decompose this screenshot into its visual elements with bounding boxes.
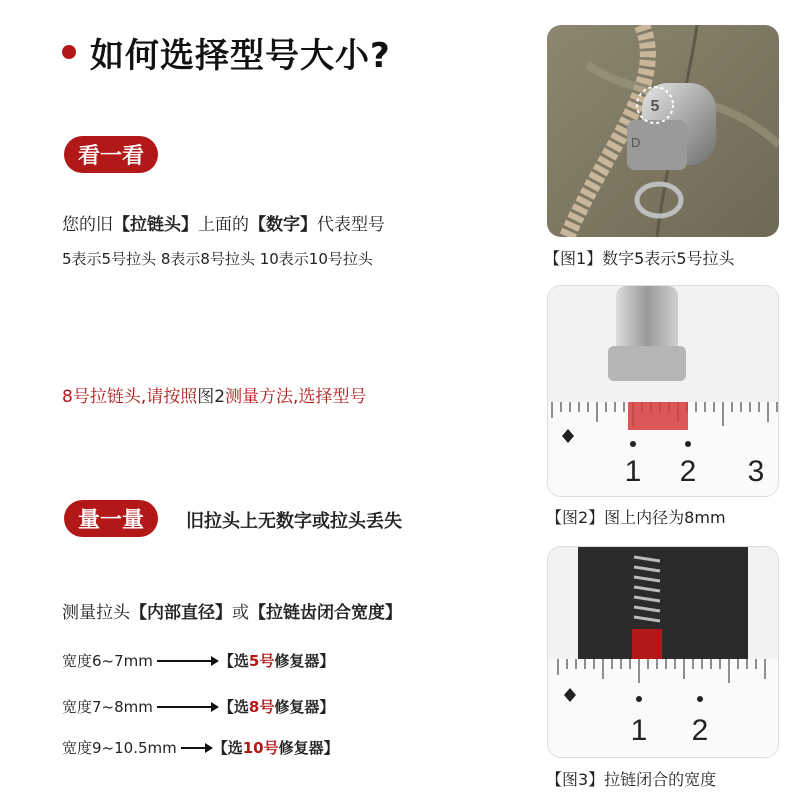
measure-badge: 量一量 [64, 500, 158, 537]
look-line-2: 5表示5号拉头 8表示8号拉头 10表示10号拉头 [62, 250, 373, 268]
look-line-1-mid: 上面的 [198, 215, 249, 235]
look-note-figref: 图2 [197, 387, 226, 407]
ruler-number: 1 [630, 714, 648, 747]
size-row [62, 737, 339, 758]
size-row-width: 宽度6~7mm [62, 652, 153, 670]
keyword-slider: 【拉链头】 [113, 215, 198, 235]
look-line-1-pre: 您的旧 [62, 215, 113, 235]
size-row-pre: 【选 [218, 698, 249, 716]
size-row-number: 5号 [248, 652, 275, 670]
look-note-red: 8号拉链头,请按照 [62, 387, 198, 407]
size-row-post: 修复器】 [274, 652, 335, 670]
ruler-number: 2 [691, 714, 709, 747]
ruler-number: 2 [679, 455, 697, 488]
right-arrow-icon [157, 660, 217, 662]
figure-2-ruler-photo [547, 285, 779, 497]
figure-1-caption: 【图1】数字5表示5号拉头 [544, 249, 735, 268]
size-row [62, 696, 334, 717]
figure-1-zipper-slider-photo [547, 25, 779, 237]
size-row [62, 650, 334, 671]
right-arrow-icon [157, 706, 217, 708]
look-note [62, 382, 366, 407]
right-arrow-icon [181, 747, 211, 749]
keyword-teeth-width: 【拉链齿闭合宽度】 [249, 603, 402, 623]
zipper-slider-illustration [547, 25, 779, 237]
size-row-number: 8号 [248, 698, 275, 716]
size-row-pre: 【选 [212, 739, 243, 757]
measure-instruction-pre: 测量拉头 [62, 603, 130, 623]
zipper-teeth-ruler-illustration [548, 547, 778, 757]
slider-letter-mark: D [631, 135, 641, 150]
title-bullet-dot [62, 45, 76, 59]
look-badge: 看一看 [64, 136, 158, 173]
keyword-inner-diameter: 【内部直径】 [130, 603, 232, 623]
size-row-width: 宽度7~8mm [62, 698, 153, 716]
look-line-1-post: 代表型号 [317, 215, 385, 235]
figure-3-zipper-teeth-photo [547, 546, 779, 758]
size-row-number: 10号 [242, 739, 279, 757]
page-title: 如何选择型号大小? [90, 36, 391, 76]
ruler-number: 3 [747, 455, 765, 488]
size-row-width: 宽度9~10.5mm [62, 739, 177, 757]
measure-instruction [62, 598, 402, 623]
keyword-number: 【数字】 [249, 215, 317, 235]
slider-number-mark: 5 [650, 98, 660, 115]
size-row-post: 修复器】 [274, 698, 335, 716]
ruler-measure-illustration [548, 286, 778, 496]
measure-badge-note: 旧拉头上无数字或拉头丢失 [186, 511, 402, 532]
size-row-pre: 【选 [218, 652, 249, 670]
figure-2-caption: 【图2】图上内径为8mm [546, 508, 726, 527]
figure-3-caption: 【图3】拉链闭合的宽度 [546, 770, 717, 789]
look-note-red-2: 测量方法,选择型号 [225, 387, 367, 407]
size-row-post: 修复器】 [278, 739, 339, 757]
look-line-1 [62, 210, 385, 235]
measure-instruction-mid: 或 [232, 603, 249, 623]
ruler-number: 1 [624, 455, 642, 488]
